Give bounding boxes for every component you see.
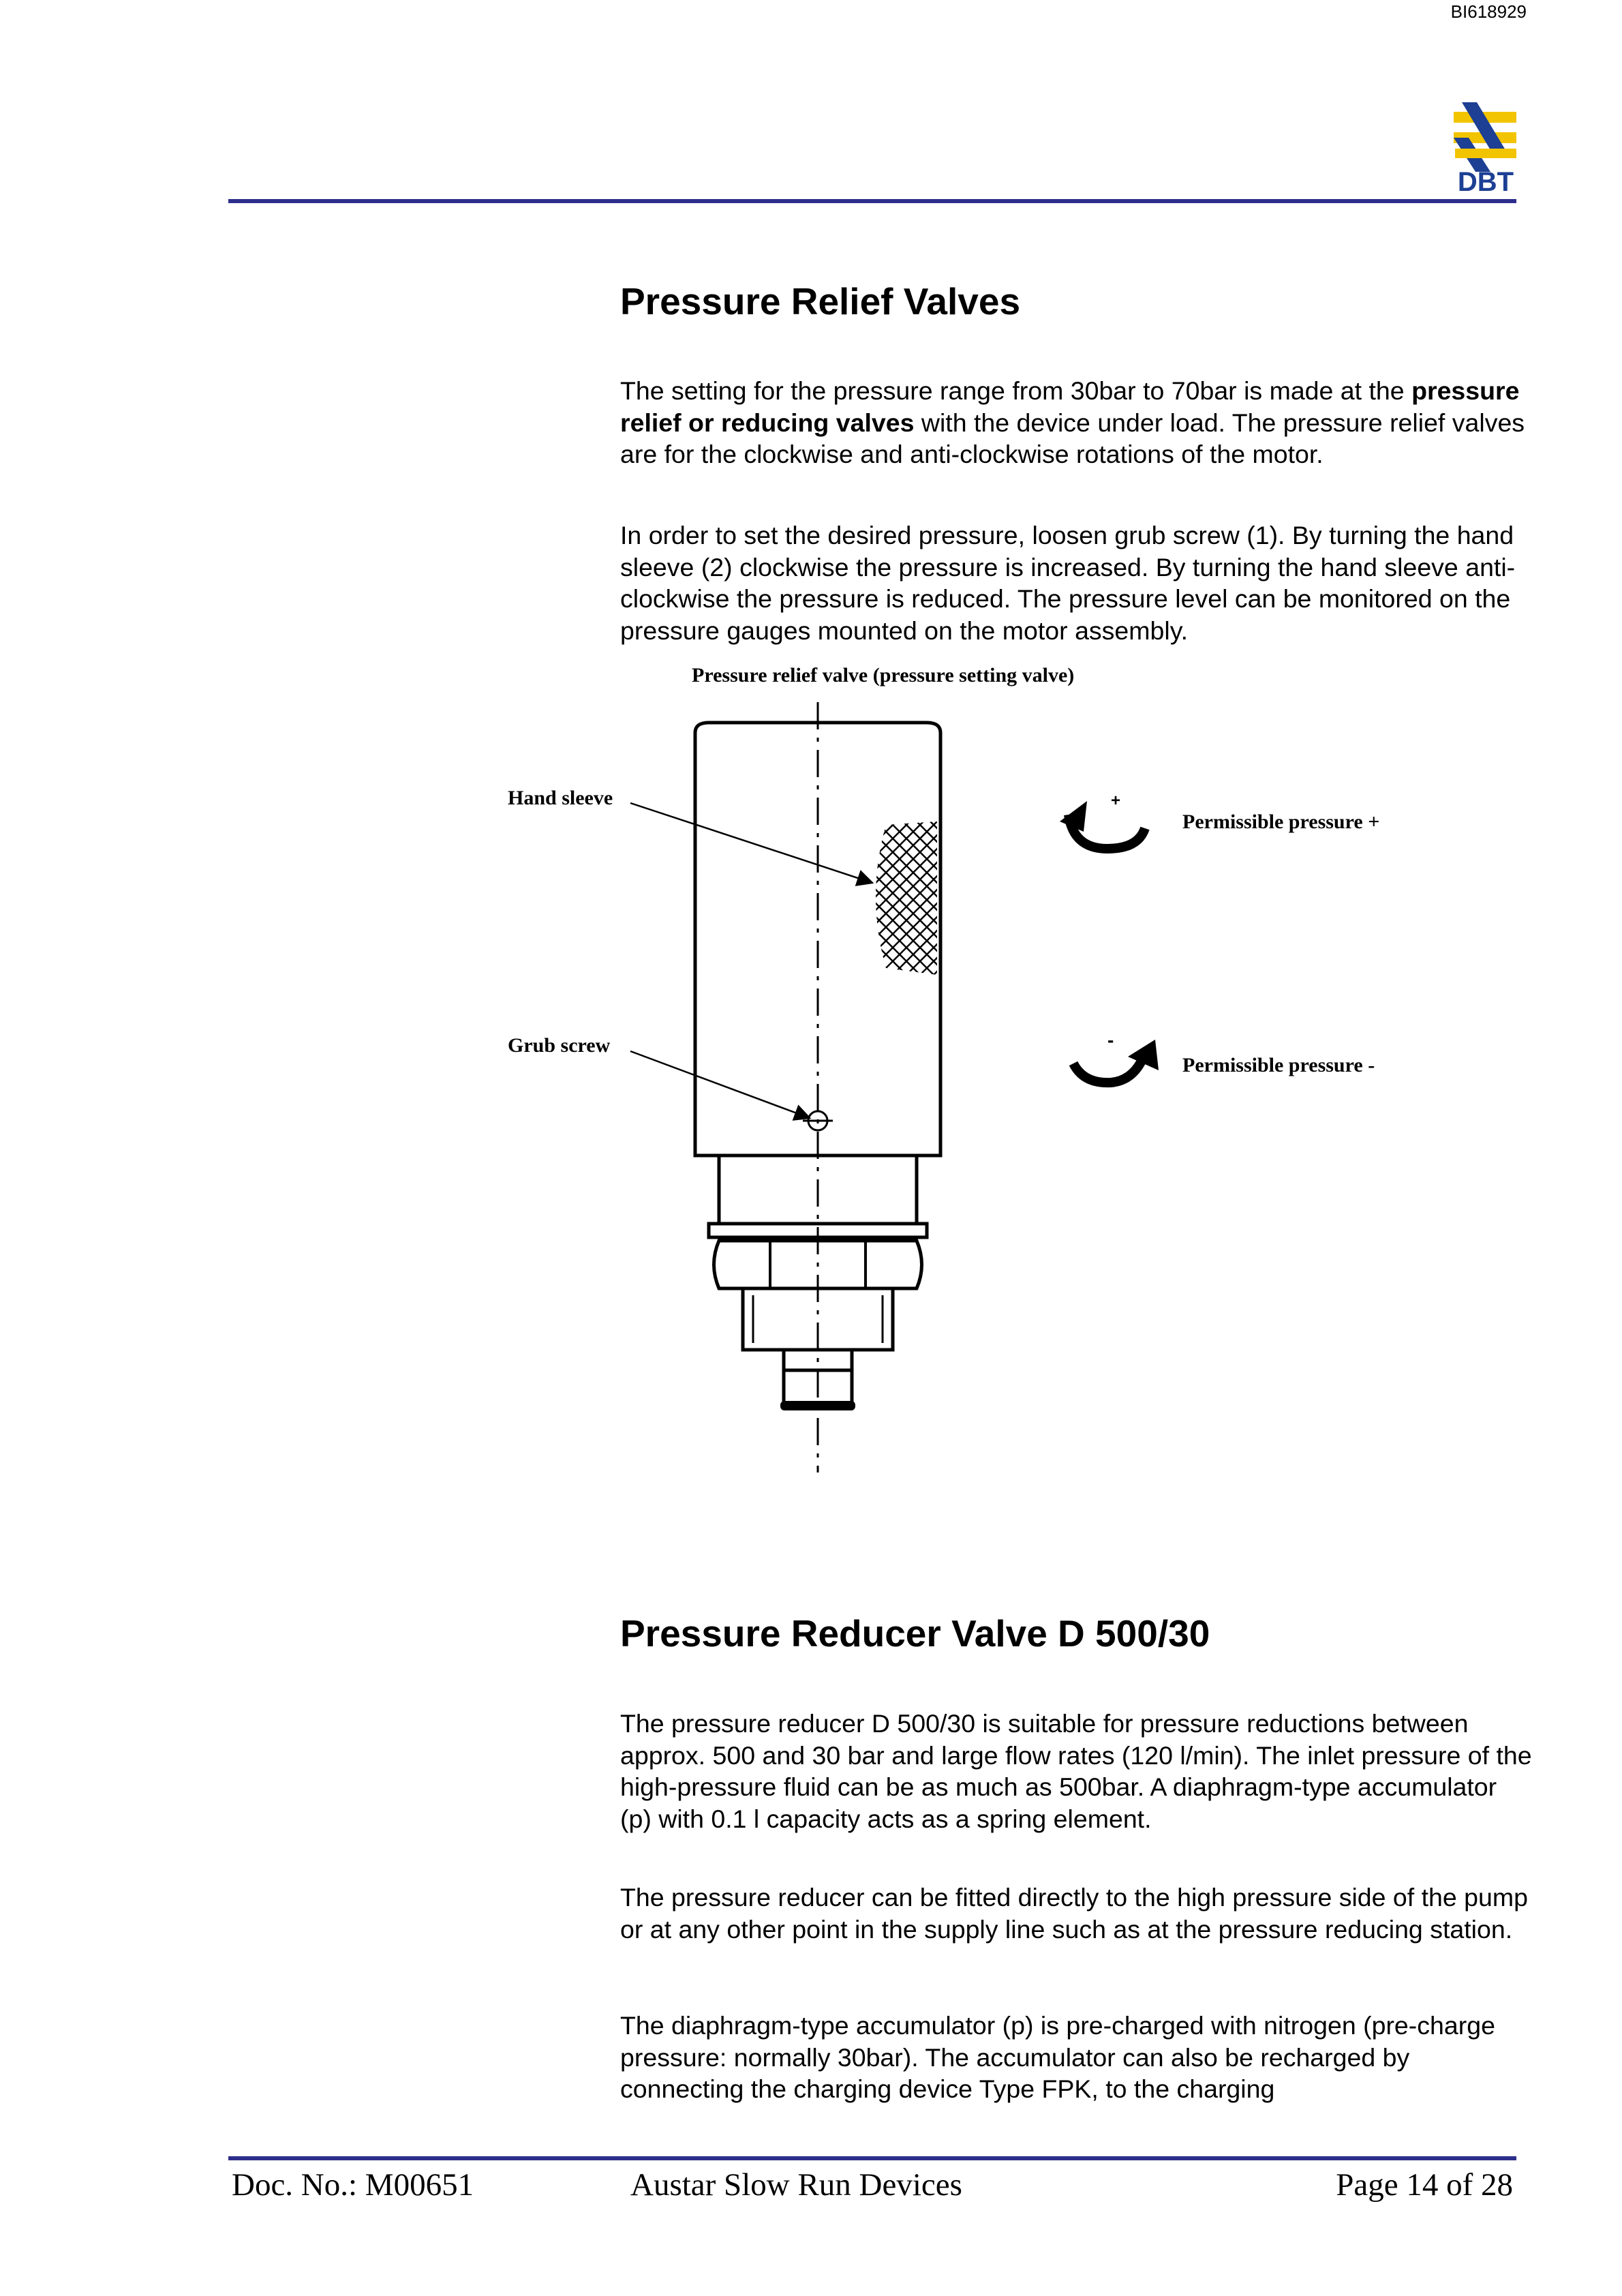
- logo-text: DBT: [1457, 167, 1514, 196]
- footer-doc-number: Doc. No.: M00651: [232, 2167, 474, 2203]
- valve-diagram: [0, 654, 1622, 1486]
- plus-sign: +: [1111, 791, 1121, 810]
- header-rule: [228, 199, 1516, 203]
- document-id: BI618929: [1450, 1, 1527, 22]
- paragraph: In order to set the desired pressure, loosen grub screw (1). By turning the hand sleeve (2) clockwise the pressure is increased. By turning the hand sleeve anti-clockwise the pressure is reduced. The pressure level can be monitored on the pressure gauges mounted on the motor assembly.: [620, 521, 1516, 645]
- footer-rule: [228, 2156, 1516, 2160]
- label-pressure-plus: Permissible pressure +: [1182, 811, 1380, 833]
- diagram-title: Pressure relief valve (pressure setting valve): [692, 664, 1075, 686]
- section-heading: Pressure Relief Valves: [620, 280, 1021, 322]
- label-grub-screw: Grub screw: [508, 1034, 611, 1057]
- paragraph: The pressure reducer can be fitted directly to the high pressure side of the pump or at any other point in the supply line such as at the pressure reducing station.: [620, 1883, 1528, 1944]
- dbt-logo: [1448, 97, 1523, 196]
- paragraph: The diaphragm-type accumulator (p) is pre-charged with nitrogen (pre-charge pressure: normally 30bar). The accumulator can also be recharged by connecting the charging device Type FPK, to the charging: [620, 2011, 1495, 2103]
- paragraph: The setting for the pressure range from 30bar to 70bar is made at the pressure relief or reducing valves with the device under load. The pressure relief valves are for the clockwise and anti-clockwise rotations of the motor.: [620, 376, 1525, 468]
- paragraph: The pressure reducer D 500/30 is suitable for pressure reductions between approx. 500 and 30 bar and large flow rates (120 l/min). The inlet pressure of the high-pressure fluid can be as much as 500bar. A diaphragm-type accumulator (p) with 0.1 l capacity acts as a spring element.: [620, 1709, 1532, 1833]
- section-heading: Pressure Reducer Valve D 500/30: [620, 1612, 1210, 1655]
- footer-page-number: Page 14 of 28: [1336, 2167, 1513, 2203]
- label-hand-sleeve: Hand sleeve: [508, 787, 613, 809]
- bold-term: pressure relief or reducing valves: [620, 376, 1520, 437]
- anticlockwise-rotation-icon: [1073, 1029, 1159, 1083]
- clockwise-rotation-icon: [1060, 791, 1145, 849]
- footer-title: Austar Slow Run Devices: [630, 2167, 962, 2203]
- label-pressure-minus: Permissible pressure -: [1182, 1054, 1375, 1076]
- minus-sign: -: [1107, 1029, 1114, 1051]
